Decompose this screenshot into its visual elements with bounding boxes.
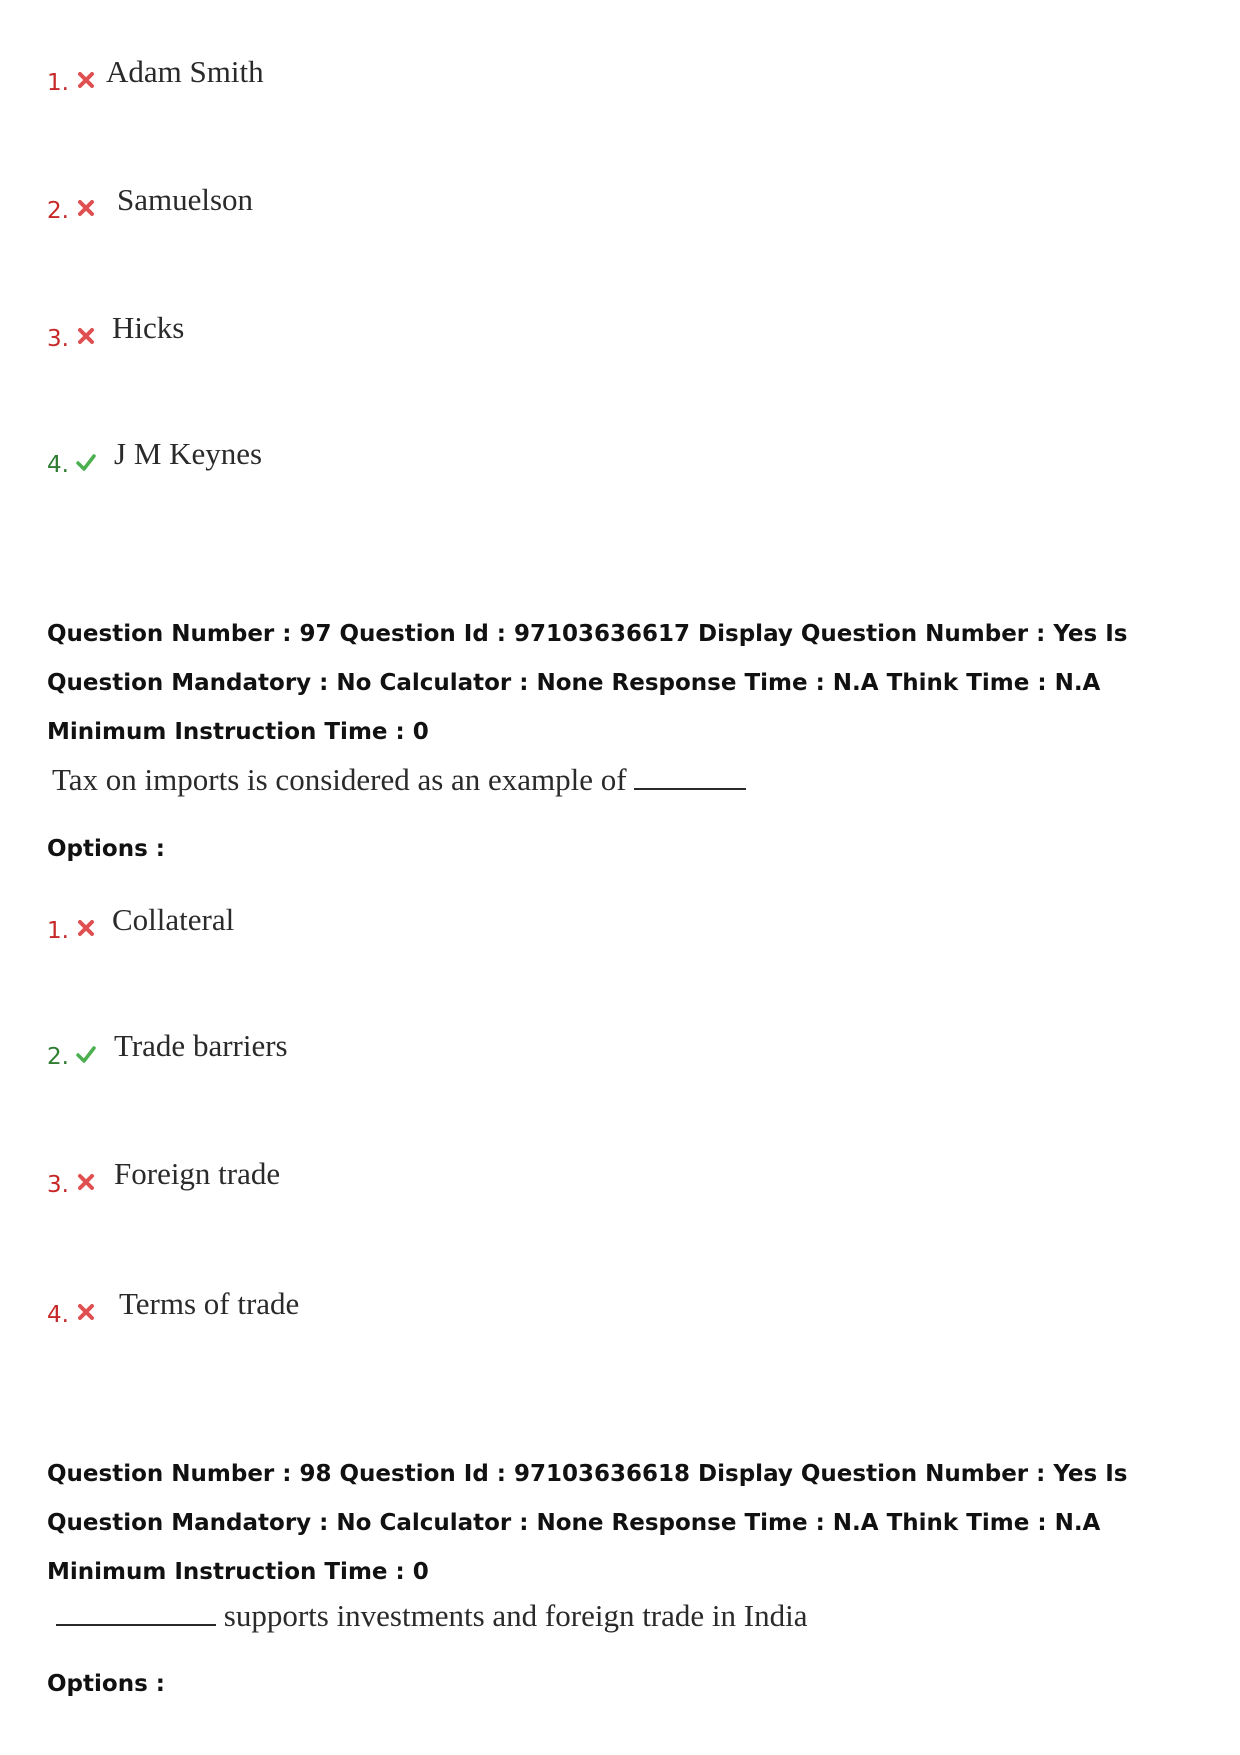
answer-blank: [56, 1623, 216, 1626]
option-text: J M Keynes: [114, 436, 263, 471]
cross-icon: [76, 1172, 96, 1192]
options-label: Options :: [47, 1671, 165, 1697]
option-3: [0, 310, 1240, 358]
option-3: [0, 1156, 1240, 1204]
option-number: 3.: [47, 1172, 69, 1198]
question-text: [56, 1598, 807, 1634]
option-text: Terms of trade: [119, 1286, 300, 1321]
option-number: 1.: [47, 918, 69, 944]
option-number: 2.: [47, 198, 69, 224]
option-1: [0, 902, 1240, 950]
cross-icon: [76, 1302, 96, 1322]
option-2: [0, 1028, 1240, 1076]
option-number: 1.: [47, 70, 69, 96]
question-text-content: supports investments and foreign trade in India: [223, 1598, 808, 1633]
option-text: Adam Smith: [106, 54, 264, 89]
option-number: 3.: [47, 326, 69, 352]
check-icon: [76, 1044, 96, 1064]
check-icon: [76, 452, 96, 472]
question-meta: Question Number : 98 Question Id : 97103636618 Display Question Number : Yes Is Question Mandatory : No Calculator : None Response Time : N.A Think Time : N.A Minimum Instruction Time : 0: [47, 1461, 1128, 1585]
option-text: Samuelson: [117, 182, 254, 217]
option-number: 4.: [47, 1302, 69, 1328]
cross-icon: [76, 918, 96, 938]
question-meta: Question Number : 97 Question Id : 97103636617 Display Question Number : Yes Is Question Mandatory : No Calculator : None Response Time : N.A Think Time : N.A Minimum Instruction Time : 0: [47, 621, 1128, 745]
option-text: Foreign trade: [114, 1156, 281, 1191]
options-label: Options :: [47, 836, 165, 862]
question-text: [52, 762, 746, 798]
answer-blank: [634, 787, 746, 790]
option-number: 2.: [47, 1044, 69, 1070]
option-4: [0, 436, 1240, 484]
option-text: Hicks: [112, 310, 185, 345]
option-number: 4.: [47, 452, 69, 478]
option-text: Trade barriers: [114, 1028, 288, 1063]
cross-icon: [76, 326, 96, 346]
option-2: [0, 182, 1240, 230]
option-1: [0, 54, 1240, 102]
cross-icon: [76, 198, 96, 218]
cross-icon: [76, 70, 96, 90]
question-text-content: Tax on imports is considered as an example of: [52, 762, 627, 797]
option-4: [0, 1286, 1240, 1334]
option-text: Collateral: [112, 902, 235, 937]
